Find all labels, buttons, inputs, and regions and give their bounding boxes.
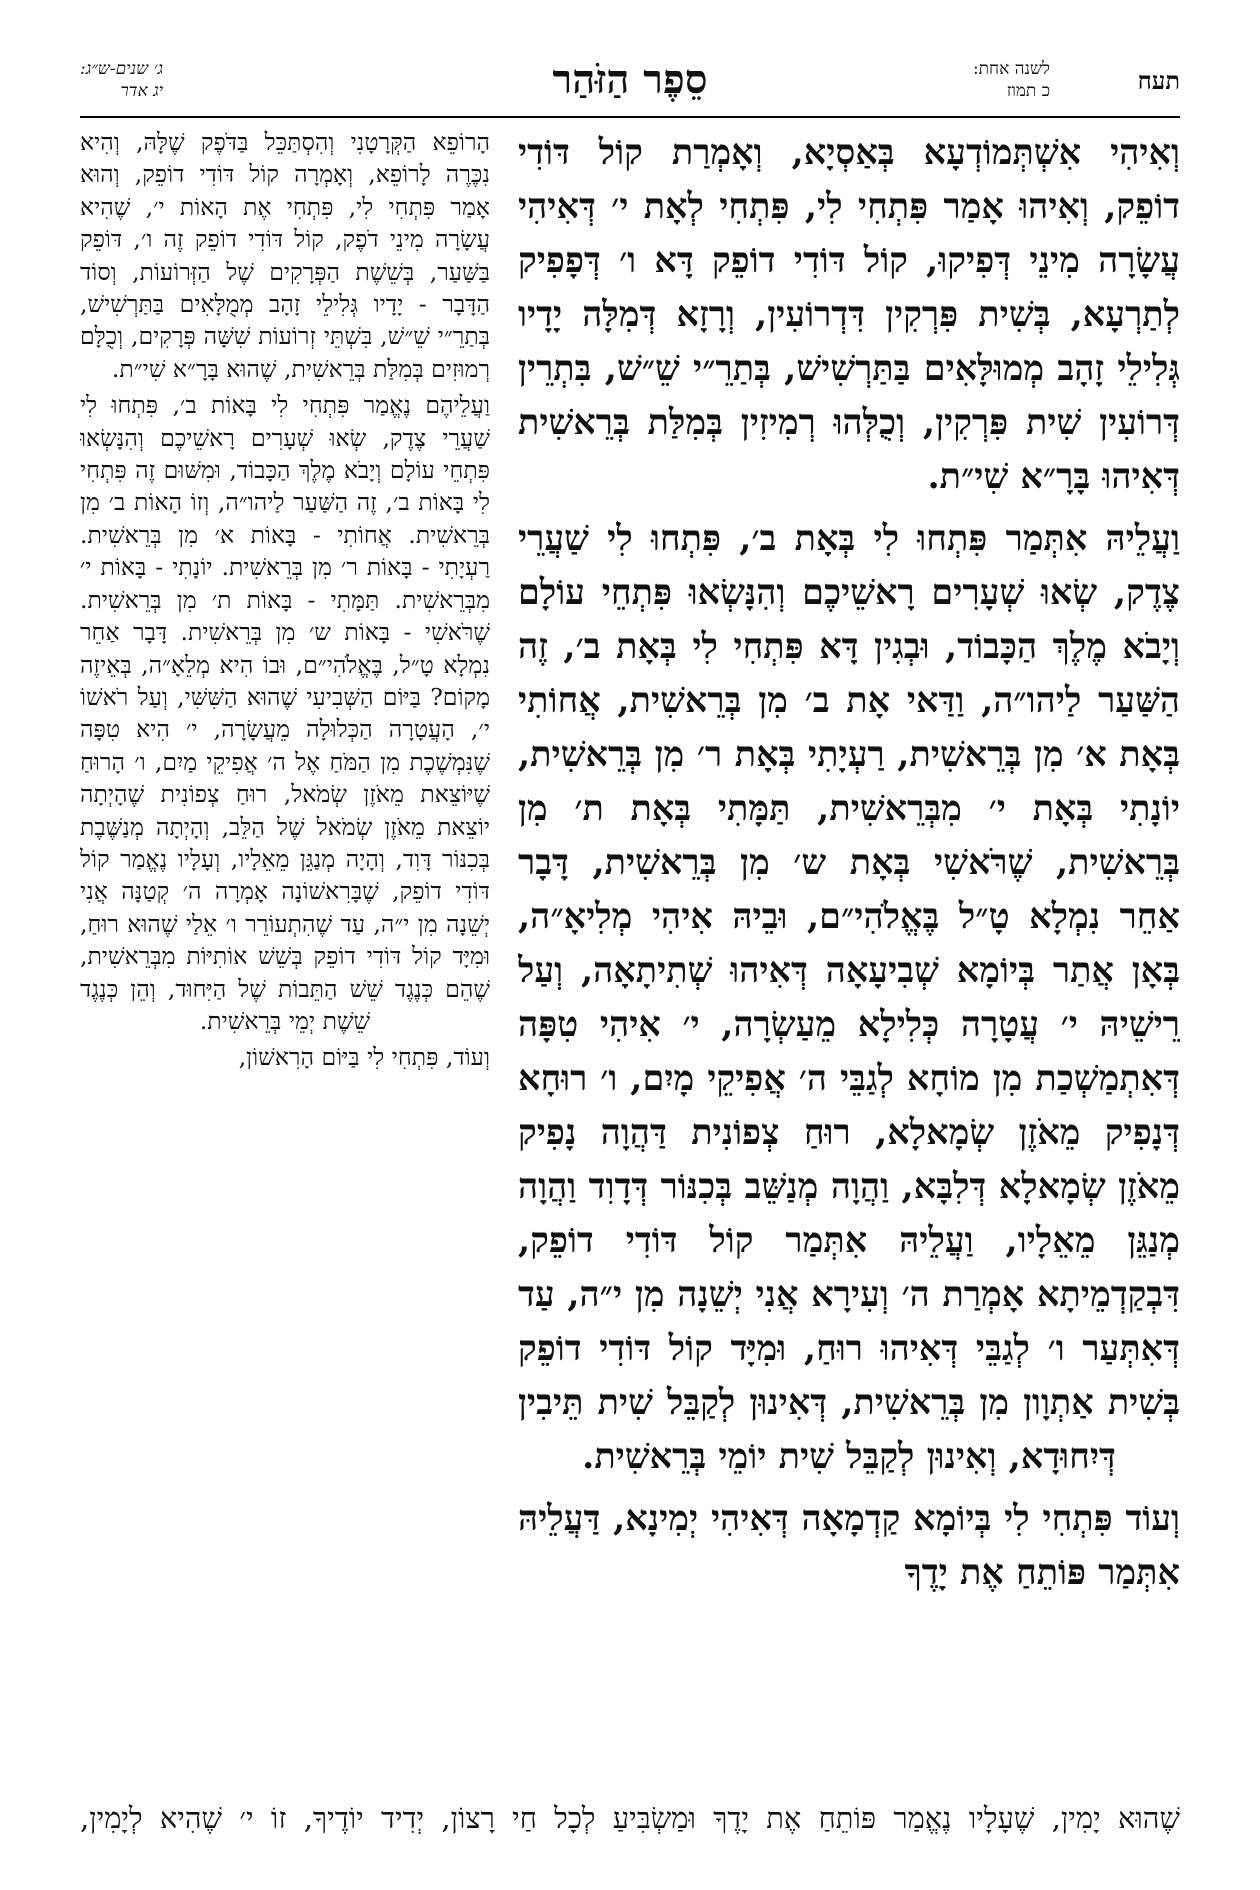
zohar-paragraph: וְעוֹד פִּתְחִי לִי בְּיוֹמָא קַדְמָאָה דְּאִיהִי יְמִינָא, דַּעֲלֵיהּ אִתְּמַר פּוֹתֵחַ אֶת יָדֶךָ: [518, 1498, 1180, 1593]
zohar-paragraph: וַעֲלֵיהּ אִתְּמַר פִּתְחוּ לִי בְּאָת ב׳, פִּתְחוּ לִי שַׁעֲרֵי צֶדֶק, שְׂאוּ שְׁעָרִים רָאשֵׁיכֶם וְהִנָּשְׂאוּ פִּתְחֵי עוֹלָם וְיָבֹא מֶלֶךְ הַכָּבוֹד, וּבְגִין דָּא פִּתְחִי לִי בְּאָת ב׳, זֶה הַשַּׁעַר לַיהו״ה, וַדַּאי אָת ב׳ מִן בְּרֵאשִׁית, אֲחוֹתִי בְּאָת א׳ מִן בְּרֵאשִׁית, רַעְיָתִי בְּאָת ר׳ מִן בְּרֵאשִׁית, יוֹנָתִי בְּאָת י׳ מִבְּרֵאשִׁית, תַּמָּתִי בְּאָת ת׳ מִן בְּרֵאשִׁית, שֶׁרֹּאשִׁי בְּאָת ש׳ מִן בְּרֵאשִׁית, דָּבָר אַחֵר נִמְלָא טָ״ל בֶּאֱלֹהִי״ם, וּבֵיהּ אִיהִי מְלִיאָ״ה, בְּאָן אֲתַר בְּיוֹמָא שְׁבִיעָאָה דְּאִיהוּ שְׁתִיתָאָה, וְעַל רֵישֵׁיהּ י׳ עֲטָרָה כְּלִילָא מֵעַשְׂרָה, י׳ אִיהִי טִפָּה דְּאִתְמַשְׁכַת מִן מוֹחָא לְגַבֵּי ה׳ אֲפִיקֵי מָיִם, ו׳ רוּחָא דְּנָפִיק מֵאֹזֶן שְׂמָאלָא, רוּחַ צְפוֹנִית דַּהֲוָה נָפִיק מֵאֹזֶן שְׂמָאלָא דְּלִבָּא, וַהֲוָה מְנַשֵּׁב בְּכִנּוֹר דְּדָוִד וַהֲוָה מְנַגֵּן מֵאֵלָיו, וַעֲלֵיהּ אִתְּמַר קוֹל דּוֹדִי דוֹפֵק, דִּבְקַדְמֵיתָא אָמְרַת ה׳ וְעִירָא אֲנִי יְשֵׁנָה מִן י״ה, עַד דְּאִתְּעַר ו׳ לְגַבֵּי דְּאִיהוּ רוּחַ, וּמִיָּד קוֹל דּוֹדִי דוֹפֵק בְּשִׁית אַתְוָון מִן בְּרֵאשִׁית, דְּאִינוּן לְקַבֵּל שִׁית תֵּיבִין דְּיִחוּדָא, וְאִינוּן לְקַבֵּל שִׁית יוֹמֵי בְּרֵאשִׁית.: [518, 518, 1180, 1477]
schedule-label: לשנה אחת:: [972, 59, 1050, 79]
schedule-label: ג׳ שנים-ש״ג:: [80, 59, 164, 79]
bottom-translation-line: שֶׁהוּא יָמִין, שֶׁעָלָיו נֶאֱמַר פּוֹתֵחַ אֶת יָדֶךָ וּמַשְׂבִּיעַ לְכָל חַי רָצוֹן, יְדִיד יוֹדֶיךָ, זוֹ י׳ שֶׁהִיא לְיָמִין,: [80, 1801, 1180, 1835]
schedule-date: כ תמוז: [1006, 81, 1050, 101]
study-schedule-left: [80, 58, 163, 102]
zohar-paragraph: וְאִיהִי אִשְׁתְּמוֹדְעָא בְּאַסְיָא, וְאָמְרַת קוֹל דּוֹדִי דוֹפֵק, וְאִיהוּ אָמַר פִּתְחִי לִי, פִּתְחִי לְאָת י׳ דְּאִיהִי עֲשָׂרָה מִינֵי דְּפִיקוּ, קוֹל דּוֹדִי דוֹפֵק דָּא ו׳ דְּפָפִיק לְתַרְעָא, בְּשִׁית פִּרְקִין דִּדְרוֹעִין, וְרָזָא דְּמִלָּה יָדָיו גְּלִילֵי זָהָב מְמוּלָּאִים בַּתַּרְשִׁישׁ, בְּתַרֵ״י שֵׁ״שׁ, בִּתְרֵין דְּרוֹעִין שִׁית פִּרְקִין, וְכֻלְּהוּ רְמִיזִין בְּמִלַּת בְּרֵאשִׁית דְּאִיהוּ בָּרָ״א שִׁי״ת.: [518, 132, 1180, 497]
schedule-date: יג אדר: [120, 81, 164, 101]
translation-paragraph: וַעֲלֵיהֶם נֶאֱמַר פִּתְחִי לִי בָּאוֹת ב׳, פִּתְחוּ לִי שַׁעֲרֵי צֶדֶק, שְׂאוּ שְׁעָרִים רָאשֵׁיכֶם וְהִנָּשְׂאוּ פִּתְחֵי עוֹלָם וְיָבֹא מֶלֶךְ הַכָּבוֹד, וּמִשּׁוּם זֶה פִּתְחִי לִי בָּאוֹת ב׳, זֶה הַשַּׁעַר לַיהו״ה, וְזוֹ הָאוֹת ב׳ מִן בְּרֵאשִׁית. אֲחוֹתִי - בָּאוֹת א׳ מִן בְּרֵאשִׁית. רַעְיָתִי - בָּאוֹת ר׳ מִן בְּרֵאשִׁית. יוֹנָתִי - בָּאוֹת י׳ מִבְּרֵאשִׁית. תַּמָּתִי - בָּאוֹת ת׳ מִן בְּרֵאשִׁית. שֶׁרֹּאשִׁי - בָּאוֹת ש׳ מִן בְּרֵאשִׁית. דָּבָר אַחֵר נִמְלָא טָ״ל, בֶּאֱלֹהִי״ם, וּבוֹ הִיא מְלֵאָ״ה, בְּאֵיזֶה מָקוֹם? בַּיּוֹם הַשְּׁבִיעִי שֶׁהוּא הַשִּׁשִּׁי, וְעַל רֹאשׁוֹ י׳, הָעֲטָרָה הַכְּלוּלָה מֵעֲשָׂרָה, י׳ הִיא טִפָּה שֶׁנִּמְשֶׁכֶת מִן הַמֹּחַ אֶל ה׳ אֲפִיקֵי מַיִם, ו׳ הָרוּחַ שֶׁיּוֹצֵאת מֵאֹזֶן שְׂמֹאל, רוּחַ צְפוֹנִית שֶׁהָיְתָה יוֹצֵאת מֵאֹזֶן שְׂמֹאל שֶׁל הַלֵּב, וְהָיְתָה מְנַשֶּׁבֶת בְּכִנּוֹר דָּוִד, וְהָיָה מְנַגֵּן מֵאֵלָיו, וְעָלָיו נֶאֱמַר קוֹל דּוֹדִי דוֹפֵק, שֶׁבָּרִאשׁוֹנָה אָמְרָה ה׳ קְטַנָּה אֲנִי יְשֵׁנָה מִן י״ה, עַד שֶׁהִתְעוֹרֵר ו׳ אֵלַי שֶׁהוּא רוּחַ, וּמִיָּד קוֹל דּוֹדִי דוֹפֵק בְּשֵׁשׁ אוֹתִיּוֹת מִבְּרֵאשִׁית, שֶׁהֵם כְּנֶגֶד שֵׁשׁ הַתֵּבוֹת שֶׁל הַיִּחוּד, וְהֵן כְּנֶגֶד שֵׁשֶׁת יְמֵי בְּרֵאשִׁית.: [80, 391, 490, 1035]
zohar-text-column: [518, 126, 1180, 1766]
translation-column: [80, 126, 490, 1766]
page-number: תעח: [1137, 66, 1180, 95]
book-title: סֵפֶר הַזֹּהַר: [552, 56, 708, 103]
translation-paragraph: הָרוֹפֵא הַקְּרָטָנִי וְהִסְתַּכֵּל בַּדֹּפֶק שֶׁלָּהּ, וְהִיא נִכֶּרֶה לָרוֹפֵא, וְאָמְרָה קוֹל דּוֹדִי דוֹפֵק, וְהוּא אָמַר פִּתְחִי לִי, פִּתְחִי אֶת הָאוֹת י׳, שֶׁהִיא עֲשָׂרָה מִינֵי דֹפֶק, קוֹל דּוֹדִי דוֹפֵק זֶה ו׳, דּוֹפֵק בַּשַּׁעַר, בְּשֵׁשֶׁת הַפְּרָקִים שֶׁל הַזְּרוֹעוֹת, וְסוֹד הַדָּבָר - יָדָיו גְּלִילֵי זָהָב מְמֻלָּאִים בַּתַּרְשִׁישׁ, בְּתַרֵ״י שֵׁ״שׁ, בִּשְׁתֵּי זְרוֹעוֹת שִׁשָּׁה פְּרָקִים, וְכֻלָּם רְמוּזִים בְּמִלַּת בְּרֵאשִׁית, שֶׁהוּא בָּרָ״א שִׁי״ת.: [80, 128, 490, 383]
translation-paragraph: וְעוֹד, פִּתְחִי לִי בַּיּוֹם הָרִאשׁוֹן,: [238, 1043, 490, 1072]
page-header: [80, 58, 1180, 118]
header-rule: [80, 116, 1180, 118]
